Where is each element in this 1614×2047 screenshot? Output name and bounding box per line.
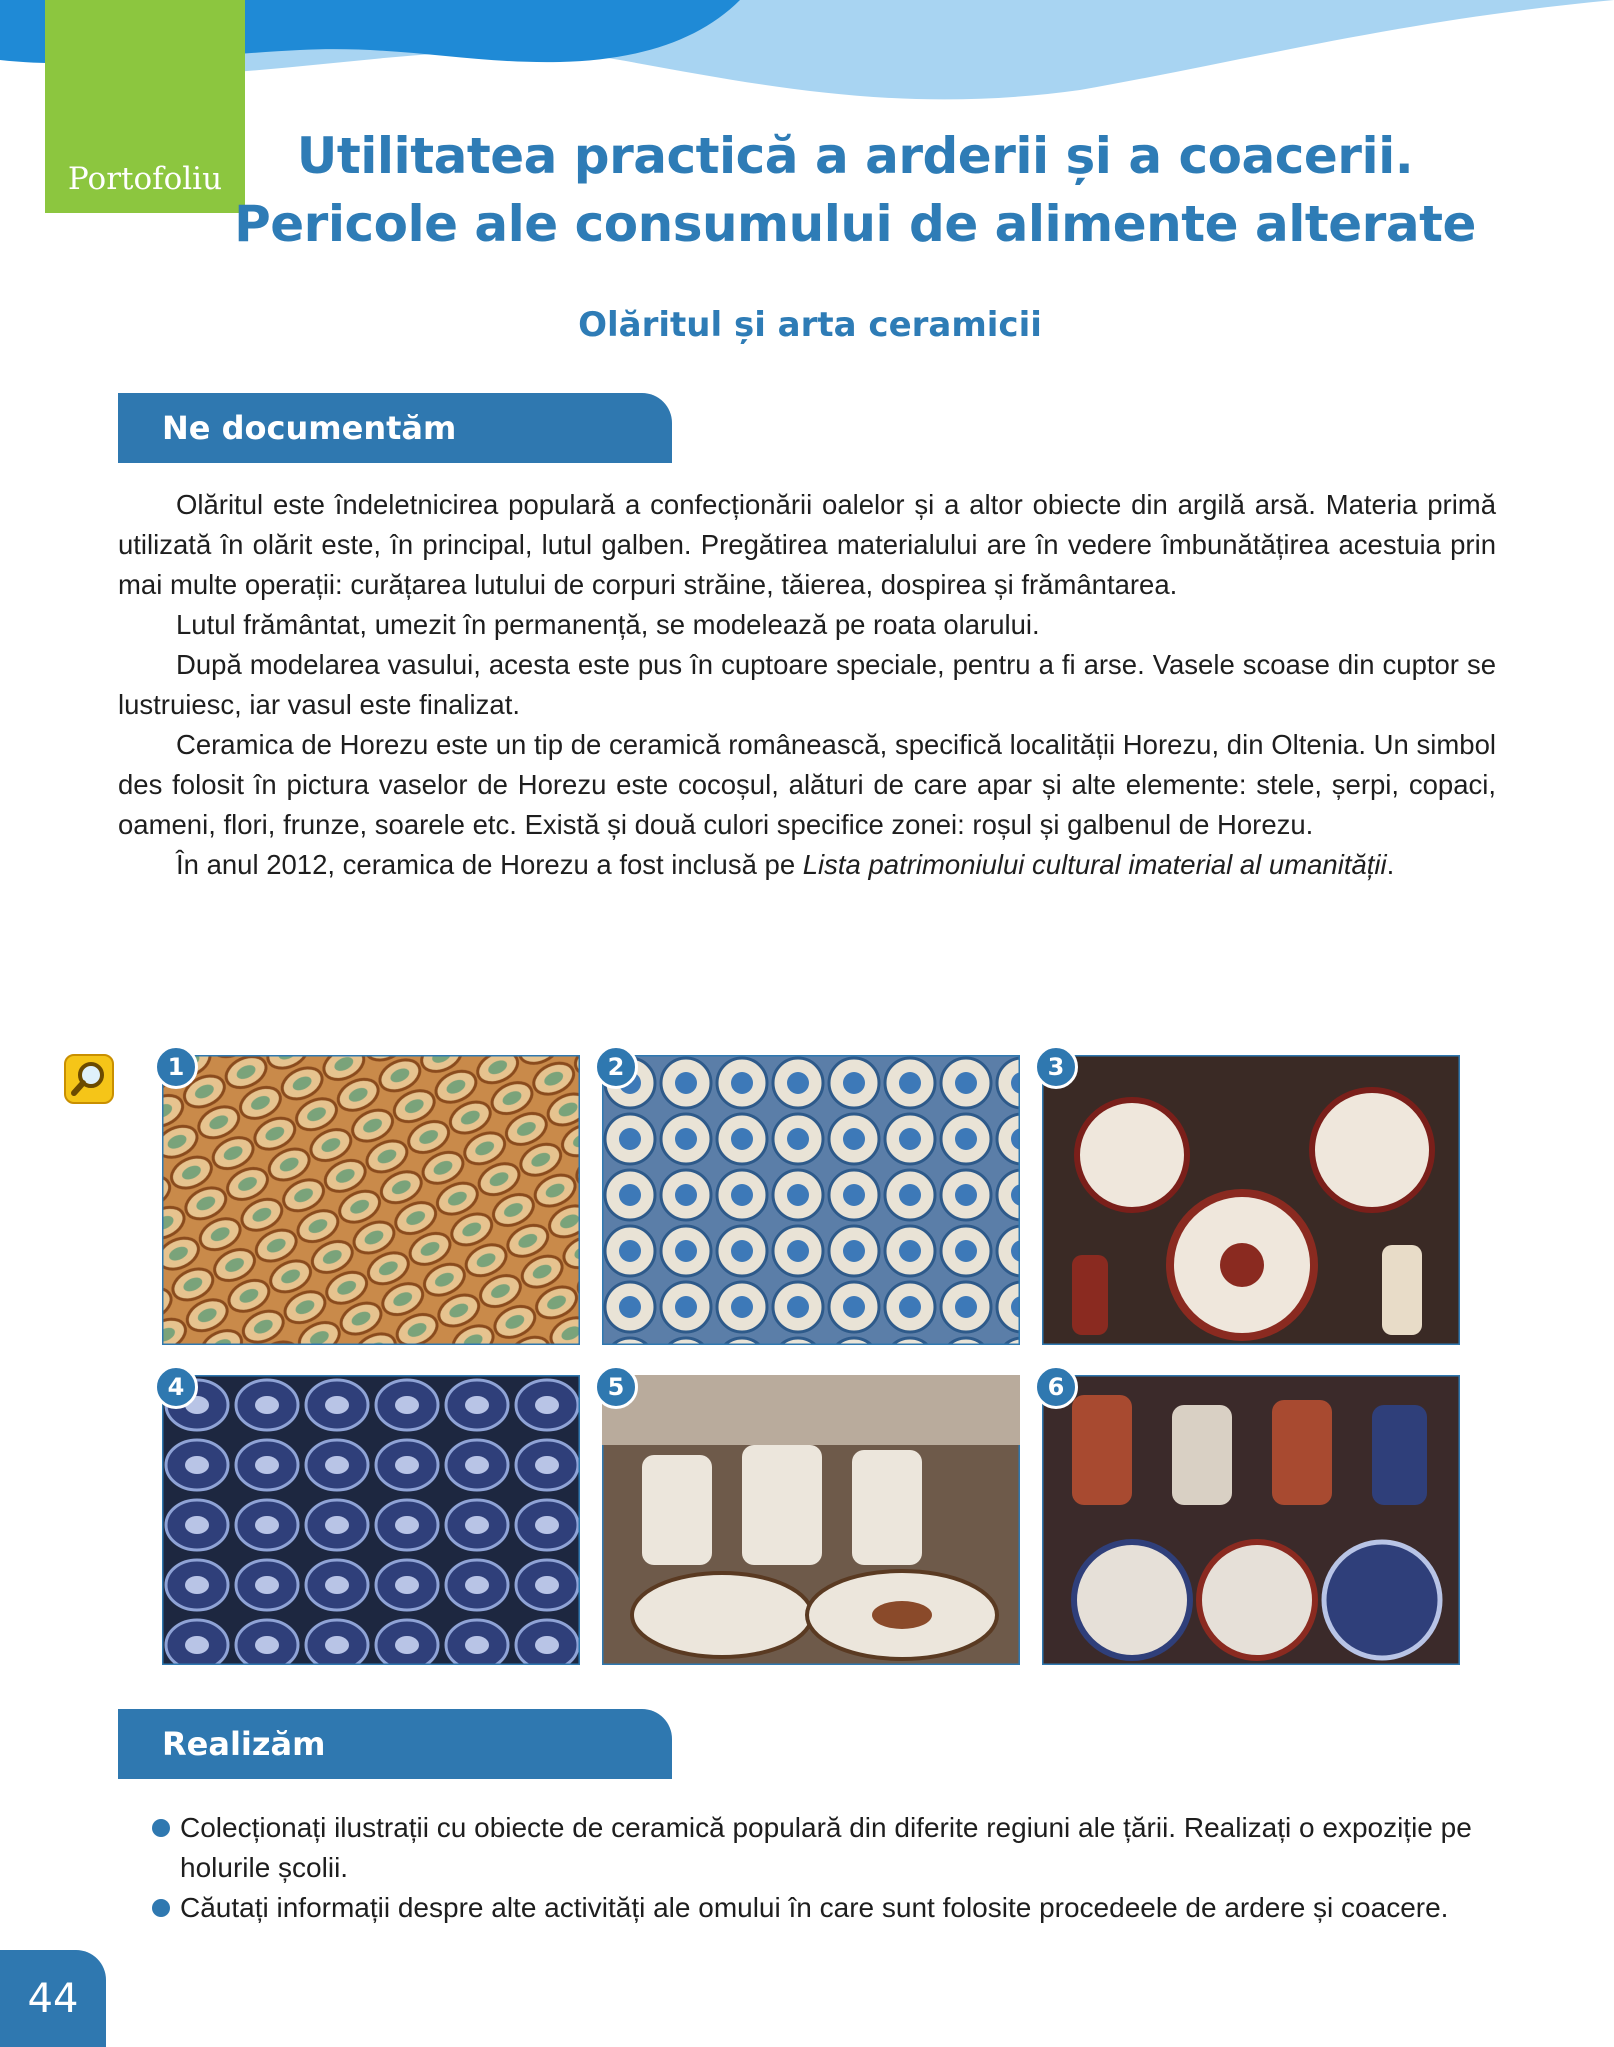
magnifier-icon <box>64 1054 114 1104</box>
page-title <box>230 122 1480 258</box>
paragraph-5-start: În anul 2012, ceramica de Horezu a fost inclusă pe <box>176 849 803 880</box>
photo-4-image <box>162 1375 580 1665</box>
photo-6 <box>1042 1365 1460 1665</box>
photo-3 <box>1042 1045 1460 1345</box>
task-list <box>180 1808 1496 1928</box>
paragraph-5-end: . <box>1386 849 1395 880</box>
task-text: Colecționați ilustrații cu obiecte de ceramică populară din diferite regiuni ale țării. Realizați o expoziție pe holurile școlii. <box>180 1812 1472 1883</box>
section-create-label: Realizăm <box>162 1725 326 1763</box>
task-text: Căutați informații despre alte activități ale omului în care sunt folosite procedeele de ardere și coacere. <box>180 1892 1449 1923</box>
photo-3-image <box>1042 1055 1460 1345</box>
page-subtitle: Olăritul și arta ceramicii <box>578 305 1042 345</box>
list-item <box>180 1808 1496 1888</box>
photo-6-image <box>1042 1375 1460 1665</box>
photo-number: 6 <box>1034 1365 1078 1409</box>
bullet-dot-icon <box>152 1899 170 1917</box>
title-line-1: Utilitatea practică a arderii și a coacerii. <box>296 127 1414 185</box>
paragraph-5 <box>118 845 1496 885</box>
list-item <box>180 1888 1496 1928</box>
photo-number: 3 <box>1034 1045 1078 1089</box>
photo-2 <box>602 1045 1020 1345</box>
paragraph-5-italic: Lista patrimoniului cultural imaterial al umanității <box>802 849 1387 880</box>
photo-number: 1 <box>154 1045 198 1089</box>
bullet-dot-icon <box>152 1819 170 1837</box>
page-number-text: 44 <box>27 1975 79 2022</box>
photo-4 <box>162 1365 580 1665</box>
section-research-label: Ne documentăm <box>162 409 457 447</box>
paragraph-4: Ceramica de Horezu este un tip de ceramică românească, specifică localității Horezu, din Oltenia. Un simbol des folosit în pictura vaselor de Horezu este cocoșul, alături de care apar și alte elemente: stele, șerpi, copaci, oameni, flori, frunze, soarele etc. Există și două culori specifice zonei: roșul și galbenul de Horezu. <box>118 729 1496 840</box>
photo-5 <box>602 1365 1020 1665</box>
photo-number: 4 <box>154 1365 198 1409</box>
photo-number: 5 <box>594 1365 638 1409</box>
photo-5-image <box>602 1375 1020 1665</box>
photo-1-image <box>162 1055 580 1345</box>
paragraph-1: Olăritul este îndeletnicirea populară a confecționării oalelor și a altor obiecte din argilă arsă. Materia primă utilizată în olărit este, în principal, lutul galben. Pregătirea materialului are în vedere îmbunătățirea acestuia prin mai multe operații: curățarea lutului de corpuri străine, tăierea, dospirea și frământarea. <box>118 489 1496 600</box>
portfolio-tab-label: Portofoliu <box>67 161 223 197</box>
page-number <box>0 1950 106 2047</box>
photo-1 <box>162 1045 580 1345</box>
section-header-create <box>118 1709 672 1779</box>
photo-number: 2 <box>594 1045 638 1089</box>
photo-2-image <box>602 1055 1020 1345</box>
body-text <box>118 485 1496 885</box>
title-line-2: Pericole ale consumului de alimente alterate <box>234 195 1476 253</box>
section-header-research <box>118 393 672 463</box>
portfolio-tab <box>45 0 245 213</box>
paragraph-2: Lutul frământat, umezit în permanență, se modelează pe roata olarului. <box>176 609 1040 640</box>
paragraph-3: După modelarea vasului, acesta este pus în cuptoare speciale, pentru a fi arse. Vasele scoase din cuptor se lustruiesc, iar vasul este finalizat. <box>118 649 1496 720</box>
